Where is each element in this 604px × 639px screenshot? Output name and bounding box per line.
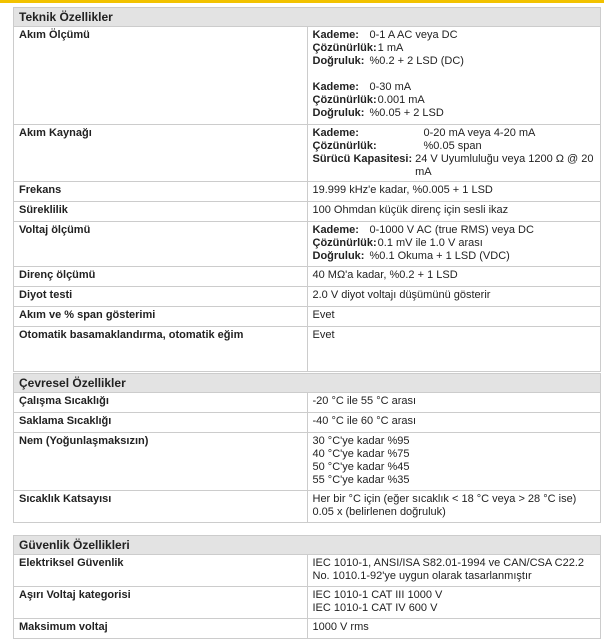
spec-value: IEC 1010-1 CAT III 1000 V IEC 1010-1 CAT IV 600 V [307,587,601,619]
spec-key: Süreklilik [14,202,308,222]
table-row [14,202,601,222]
section-title: Güvenlik Özellikleri [14,536,601,555]
section-title: Teknik Özellikler [14,8,601,27]
spec-key: Otomatik basamaklandırma, otomatik eğim [14,327,308,372]
safety-specs-table [13,535,601,639]
table-row [14,222,601,267]
table-row [14,491,601,523]
spec-key: Elektriksel Güvenlik [14,555,308,587]
table-row [14,182,601,202]
spec-value: 2.0 V diyot voltajı düşümünü gösterir [307,287,601,307]
table-row [14,393,601,413]
spec-value: Kademe: 0-1 A AC veya DC Çözünürlük: 1 mA Doğruluk: %0.2 + 2 LSD (DC) Kademe: 0-30 mA Çözünürlük: 0.001 mA Doğruluk: %0.05 + 2 LSD [307,27,601,125]
spec-key: Sıcaklık Katsayısı [14,491,308,523]
spec-key: Nem (Yoğunlaşmaksızın) [14,433,308,491]
spec-key: Saklama Sıcaklığı [14,413,308,433]
table-row [14,413,601,433]
spec-key: Frekans [14,182,308,202]
table-row [14,27,601,125]
spec-key: Voltaj ölçümü [14,222,308,267]
spec-value: 19.999 kHz'e kadar, %0.005 + 1 LSD [307,182,601,202]
spec-key: Akım Kaynağı [14,125,308,182]
environmental-specs-table [13,373,601,523]
spec-value: Her bir °C için (eğer sıcaklık < 18 °C veya > 28 °C ise) 0.05 x (belirlenen doğruluk) [307,491,601,523]
section-title: Çevresel Özellikler [14,374,601,393]
table-row [14,287,601,307]
table-row [14,433,601,491]
spec-value: Evet [307,307,601,327]
spec-value: 40 MΩ'a kadar, %0.2 + 1 LSD [307,267,601,287]
table-row [14,587,601,619]
spec-value: IEC 1010-1, ANSI/ISA S82.01-1994 ve CAN/CSA C22.2 No. 1010.1-92'ye uygun olarak tasarlanmıştır [307,555,601,587]
spec-value: 100 Ohmdan küçük direnç için sesli ikaz [307,202,601,222]
table-row [14,307,601,327]
table-row [14,125,601,182]
spec-key: Akım ve % span gösterimi [14,307,308,327]
table-row [14,327,601,372]
table-row [14,555,601,587]
spec-key: Çalışma Sıcaklığı [14,393,308,413]
spec-value: 30 °C'ye kadar %95 40 °C'ye kadar %75 50 °C'ye kadar %45 55 °C'ye kadar %35 [307,433,601,491]
spec-value: Kademe: 0-20 mA veya 4-20 mA Çözünürlük: %0.05 span Sürücü Kapasitesi: 24 V Uyumluluğu veya 1200 Ω @ 20 mA [307,125,601,182]
table-row [14,267,601,287]
accent-bar [0,0,604,3]
spec-value: 1000 V rms [307,619,601,639]
spec-key: Diyot testi [14,287,308,307]
spec-key: Akım Ölçümü [14,27,308,125]
spec-key: Maksimum voltaj [14,619,308,639]
spec-value: Evet [307,327,601,372]
spec-key: Direnç ölçümü [14,267,308,287]
table-row [14,619,601,639]
spec-value: Kademe: 0-1000 V AC (true RMS) veya DC Çözünürlük: 0.1 mV ile 1.0 V arası Doğruluk: %0.1 Okuma + 1 LSD (VDC) [307,222,601,267]
spec-value: -40 °C ile 60 °C arası [307,413,601,433]
spec-value: -20 °C ile 55 °C arası [307,393,601,413]
technical-specs-table [13,7,601,372]
spec-key: Aşırı Voltaj kategorisi [14,587,308,619]
